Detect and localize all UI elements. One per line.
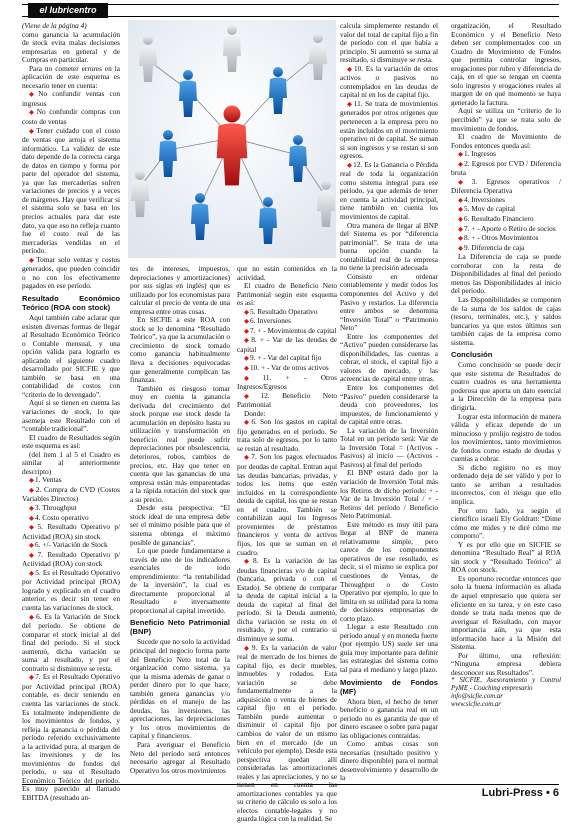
continued-from: (Viene de la página 4) xyxy=(22,21,87,30)
diamond-bullet-icon: ◆ xyxy=(29,127,36,135)
author-credit: * SICFIE, Asesoramiento y Control PyME - Coaching empresario xyxy=(451,677,561,693)
diamond-bullet-icon: ◆ xyxy=(458,196,463,204)
paragraph: Aquí si se tienen en cuenta las variaciones de stock, lo que asemeja este Resultado con el “contable tradicional”. xyxy=(22,398,120,434)
section-tag: el lubricentro xyxy=(28,3,108,18)
paragraph: Donde: xyxy=(244,408,266,418)
list-item: ◆6. +/- Variación de Stock xyxy=(29,540,108,550)
list-item: ◆6. Son los gastos en capital fijo generados en el período. Se trata solo de egresos, por lo tanto se restan al resultado. xyxy=(237,417,337,453)
list-item: ◆9. + - Var del capital fijo xyxy=(244,353,322,363)
diamond-bullet-icon: ◆ xyxy=(458,225,463,233)
list-item: ◆4. Costo operativo xyxy=(29,512,89,522)
paragraph: Lograr esta información de manera válida y eficaz depende de un minucioso y prolijo registro de todos los movimientos, tanto movimientos de fondos como estado de deudas y cuentas a cobrar. xyxy=(451,411,561,464)
section-heading: Resultado Económico Teórico (ROA con stock) xyxy=(22,293,120,312)
diamond-bullet-icon: ◆ xyxy=(244,327,249,335)
list-item: ◆7. Resultado Operativo p/ Actividad (ROA) con stock xyxy=(22,549,121,569)
diamond-bullet-icon: ◆ xyxy=(458,151,463,159)
paragraph: Las Disponibilidades se componen de la suma de los saldos de cajas (tesoro, terminales, etc.), y saldos bancarios ya que estos últimos son también cajas de la empresa como sistema. xyxy=(451,294,561,347)
diamond-bullet-icon: ◆ xyxy=(458,235,463,243)
diamond-bullet-icon: ◆ xyxy=(244,644,251,652)
paragraph: Aquí se utiliza un “criterio de lo percibido” ya que se trata solo de movimiento de fondos. xyxy=(451,106,561,133)
diamond-bullet-icon: ◆ xyxy=(29,551,37,559)
diamond-bullet-icon: ◆ xyxy=(244,392,260,400)
paragraph: tes de intereses, impuestos, depreciaciones y amortizaciones) por sus siglas en inglés) que es utilizado por los economistas para calcular el precio de venta de una empresa entre otras cosas. xyxy=(130,264,230,316)
diamond-bullet-icon: ◆ xyxy=(29,109,36,117)
diamond-bullet-icon: ◆ xyxy=(458,178,471,186)
paragraph: Entre los componentes del “Activo” pueden considerarse las disponibilidades, las cuentas a cobrar, el stock, el capital fijo a valores de mercado, y las acreencias de capital entre otras. xyxy=(340,331,438,384)
diamond-bullet-icon: ◆ xyxy=(29,486,35,494)
list-item: ◆9. Es la variación de valor real de mercado de los bienes de capital fijo, es decir muebles, inmuebles y rodados. Esta variación se debe fundamentalmente a la adquisición o venta de bienes de capital fijo en el período. También puede aumentar o disminuir el capital fijo por cambios de valor de un mismo bien en el mercado (de un vehículo por ejemplo). Desde esta perspectiva quedan allí consideradas las amortizaciones reales y las apreciaciones, y no se tienen en cuenta las amortizaciones contables ya que su criterio de cálculo es solo a los efectos contable-legales y no guarda lógica con la realidad. Se xyxy=(237,642,338,824)
diamond-bullet-icon: ◆ xyxy=(458,160,464,168)
paragraph: (del ítem 1 al 5 el Cuadro es similar al anteriormente descripto) xyxy=(22,449,120,476)
paragraph: Llegar a este Resultado con período anual y en moneda fuerte (por ejemplo US) suele ser una guía muy importante para definir las estrategias del sistema como tal para el mediano y largo plazo. xyxy=(340,622,438,675)
paragraph: calcula simplemente restando el valor del total de capital fijo a fin de período con el que había a principio. Si aumentó se suma al resultado, si disminuye se resta. xyxy=(340,21,438,65)
section-heading: Movimiento de Fondos (MF) xyxy=(340,677,438,696)
diamond-bullet-icon: ◆ xyxy=(244,419,251,427)
paragraph: organización, el Resultado Económico y el Beneficio Neto deben ser complementados con un Cuadro de Movimiento de Fondos que permita controlar ingresos, erogaciones por rubro y diferencia de caja, en el que se tengan en cuenta solo ingresos y erogaciones reales al margen de en qué momento se haya generado la factura. xyxy=(451,21,561,107)
list-item: ◆12. Beneficio Neto Patrimonial xyxy=(237,390,337,410)
column-5 xyxy=(451,22,561,709)
paragraph: Es oportuno recordar entonces que solo la buena información es aliada de aquel empresario que quiera ser eficiente en su tarea, y en este caso donde se trata nada menos que de averiguar el Resultado, con mayor importancia aún, ya que esta información hace a la Misión del Sistema. xyxy=(451,573,561,652)
list-item: ◆6. Inversiones xyxy=(244,316,291,326)
section-heading: Beneficio Neto Patrimonial (BNP) xyxy=(130,618,230,637)
paragraph: Aquí también cabe aclarar que existen diversas formas de llegar al Resultado Económico Teórico o Contable mensual, y una opción válida para lograrlo es aplicando el siguiente cuadro desarrollado por SICFIE y que también se basa en una contabilidad de costos con “criterio de lo devengado”. xyxy=(22,312,120,399)
diamond-bullet-icon: ◆ xyxy=(458,244,463,252)
paragraph: Como conclusión se puede decir que este sistema de Resultados de cuatro cuadros es una herramienta poderosa que aporta un dato esencial a la Dirección de la empresa para dirigirla. xyxy=(451,360,561,412)
paragraph: Sucede que no solo la actividad principal del negocio forma parte del Beneficio Neto total de la organización como sistema, ya que la misma además de ganar o perder dinero por lo que hace, también genera ganancias y/o pérdidas en el manejo de las deudas, las inversiones, las apreciaciones, las depreciaciones y los otros movimientos de capital y financieros. xyxy=(130,637,230,741)
paragraph: En SICFIE a este ROA con stock se lo denomina “Resultado Teórico”, ya que la acumulación o crecimiento de stock tomado como ganancia habitualmente lleva a decisiones equivocadas que generalmente complican las finanzas. xyxy=(130,315,230,385)
diamond-bullet-icon: ◆ xyxy=(347,100,353,108)
list-item: ◆3. Egresos operativos / Diferencia Operativa xyxy=(451,176,561,196)
paragraph: como ganancia la acumulación de stock evita malas decisiones empresarias en general y de Compras en particular. xyxy=(22,29,120,65)
paragraph: Ahora bien, el hecho de tener beneficio o ganancia real en un período no es garantía de que el dinero escasee o sobre para pagar las obligaciones contraídas. xyxy=(340,696,438,740)
diamond-bullet-icon: ◆ xyxy=(244,374,262,382)
paragraph: El BNP estará dado por la variación de Inversión Total más los Retiros de dicho período: + - Var de la Inversión Total / + - Retiros del período / Beneficio Neto Patrimonial. xyxy=(340,468,438,521)
paragraph: Lo que puede fundamentarse a través de uno de los indicadores esenciales de todo emprendimiento: “la rentabilidad de la inversión”, la cual es directamente proporcional al Resultado e inversamente proporcional al capital invertido. xyxy=(130,546,230,615)
list-item: ◆3. Throughput xyxy=(29,502,77,512)
diamond-bullet-icon: ◆ xyxy=(244,454,251,462)
paragraph: Para averiguar el Beneficio Neto del período será entonces necesario agregar al Resultado Operativo los otros movimientos xyxy=(130,739,230,775)
paragraph: Desde esta perspectiva: “El stock ideal de una empresa debe ser el mínimo posible para que el sistema obtenga el máximo posible de ganancias”. xyxy=(130,503,230,547)
paragraph: El cuadro de Beneficio Neto Patrimonial según este esquema es así: xyxy=(237,281,337,308)
author-email: info@sicfie.com.ar xyxy=(451,693,503,701)
diamond-bullet-icon: ◆ xyxy=(29,477,34,485)
diamond-bullet-icon: ◆ xyxy=(347,161,353,169)
paragraph: Entre los componentes del “Pasivo” pueden considerarse la deuda con proveedores, los impuestos, de funcionamiento y de capital entre otras. xyxy=(340,382,438,427)
list-item: ◆10. + - Var de otros activos xyxy=(244,363,329,373)
paragraph: Por último, una reflexión: “Ninguna empresa debiera desconocer sus Resultados”. xyxy=(451,650,561,677)
list-item: ◆8. + - Otros Movimientos xyxy=(458,233,539,243)
diamond-bullet-icon: ◆ xyxy=(29,91,38,99)
diamond-bullet-icon: ◆ xyxy=(29,674,35,682)
paragraph: El cuadro de Resultados según este esquema es así: xyxy=(22,432,120,451)
list-item: ◆5. Es el Resultado Operativo por Actividad principal (ROA) logrado y explicado en el cuadro anterior, es decir sin tener en cuenta las variaciones de stock. xyxy=(22,567,120,612)
diamond-bullet-icon: ◆ xyxy=(244,365,249,373)
column-2 xyxy=(130,265,230,775)
list-item: ◆9. Diferencia de caja xyxy=(458,242,525,252)
list-item: ◆11. Se trata de movimientos generados por otros orígenes que pertenecen a la empresa pero no están incluidos en el movimiento operativo ni de capital. Se suman si son ingresos y se restan si son egresos. xyxy=(340,98,438,161)
diamond-bullet-icon: ◆ xyxy=(29,504,34,512)
paragraph: que no están contenidos en la actividad. xyxy=(237,264,337,282)
list-item: ◆6. Es la Variación de Stock del período. Se obtiene de comparar el stock inicial al del final del período. Si el stock aumentó, dicha variación se suma al resultado, y por el contrario si disminuye se resta. xyxy=(22,611,121,673)
list-item: ◆7. Es el Resultado Operativo por Actividad principal (ROA) contable, es decir teniendo en cuenta las variaciones de stock. Es totalmente independiente de los movimientos de fondos, y refleja la ganancia o pérdida del período referido exclusivamente a la actividad pura, al margen de las inversiones y de los movimientos de fondos del período, o sea el Resultado Económico Teórico del período. Es muy parecido al llamado EBITDA (resultado an- xyxy=(22,672,120,803)
people-network-illustration xyxy=(128,20,336,258)
list-item: ◆6. Resultado Financiero xyxy=(458,214,534,224)
column-3 xyxy=(237,265,337,824)
list-item: ◆7. Son los pagos efectuados por deudas de capital. Entran aquí las deudas bancarias, privadas, y todos los ítems que estén incluidos en la correspondiente deuda de capital, los que se restan en el cuadro. También se contabilizan aquí los Ingresos provenientes de préstamos financieros y venta de activos fijos, los que se suman en el cuadro. xyxy=(237,452,337,557)
page-folio: Lubri-Press • 6 xyxy=(481,787,559,799)
list-item: ◆Tomar solo ventas y costos generados, que pueden coincidir o no con los efectivamente pagados en ese período. xyxy=(22,254,121,291)
paragraph: El cuadro de Movimiento de Fondos entonces queda así: xyxy=(451,132,561,150)
diamond-bullet-icon: ◆ xyxy=(244,308,249,316)
list-item: ◆Tener cuidado con el costo de ventas que arroja el sistema informático. La validez de este dato depende de la correcta carga de datos en tiempo y forma por parte del operador del sistema, ya que las mercaderías sufren variaciones de precios y a veces de márgenes. Hay que verificar si el sistema solo se basa en los precios actuales para dar este dato, ya que eso no refleja cuanto fue el costo real de las mercaderías vendidas en el período. xyxy=(22,125,121,256)
list-item: ◆10. Es la variación de otros activos o pasivos no contemplados en las deudas de capital ni en los de capital fijo. xyxy=(340,63,439,100)
section-heading: Conclusión xyxy=(451,350,493,360)
paragraph: La Diferencia de caja se puede corroborar con la resta de Disponibilidades al final del período menos las Disponibilidades al inicio del período. xyxy=(451,252,561,296)
paragraph: Y es por ello que en SICFIE se denomina “Resultado Real” al ROA sin stock y “Resultado Teórico” al ROA con stock. xyxy=(451,539,561,575)
paragraph: Este método es muy útil para llegar al BNP de manera relativamente simple, pero carece de los componentes operativos de ese resultado, es decir, si el mismo se explica por cuestiones de Ventas, de Throughput o de Costo Operativo por ejemplo, lo que lo limita en su utilidad para la toma de decisiones empresarias de corto plazo. xyxy=(340,519,438,623)
author-website: www.sicfie.com.ar xyxy=(451,701,501,709)
paragraph: La variación de la Inversión Total en un período será: Var de la Inversión Total = (Activos - Pasivos) al inicio — (Activos - Pasivos) al final del período xyxy=(340,425,438,469)
list-item: ◆No confundir ventas con ingresos xyxy=(22,89,120,108)
list-item: ◆No confundir compras con costo de ventas xyxy=(22,107,121,127)
diamond-bullet-icon: ◆ xyxy=(29,542,34,550)
paragraph: Por otro lado, ya según el científico israelí Ely Goldratt: “Dime cómo me mides y te diré cómo me comporto”. xyxy=(451,505,561,541)
list-item: ◆5. Resultado Operativo p/ Actividad (ROA) sin stock xyxy=(22,522,121,541)
list-item: ◆11. + - Otros Ingresos/Egresos xyxy=(237,372,337,392)
diamond-bullet-icon: ◆ xyxy=(244,355,249,363)
diamond-bullet-icon: ◆ xyxy=(244,318,249,326)
list-item: ◆8. Es la variación de las deudas financieras y/o de capital (bancaria, privada o con el Estado). Se obtiene de comparar la deuda de capital inicial a la deuda de capital al final del período. Si la Deuda aumentó, dicha variación se resta en el resultado, y por el contrario si disminuye se suma. xyxy=(237,556,338,643)
diamond-bullet-icon: ◆ xyxy=(244,558,252,566)
column-1 xyxy=(22,22,120,803)
diamond-bullet-icon: ◆ xyxy=(29,569,35,577)
paragraph: Si dicho registro no es muy ordenado deja de ser válido y por lo tanto se arriban a resultados incorrectos, con el riesgo que ello implica. xyxy=(451,462,561,506)
footer xyxy=(22,784,559,803)
list-item: ◆4. Inversiones xyxy=(458,194,505,204)
diamond-bullet-icon: ◆ xyxy=(458,206,463,214)
paragraph: Otra manera de llegar al BNP del Sistema es por “diferencia patrimonial”. Se trata de una buena opción cuando la contabilidad real de la empresa no tiene la precisión adecuada xyxy=(340,220,438,273)
list-item: ◆2. Compra de CVD (Costos Variables Directos) xyxy=(22,484,120,504)
list-item: ◆1. Ingresos xyxy=(458,149,497,159)
diamond-bullet-icon: ◆ xyxy=(29,524,37,532)
list-item: ◆1. Ventas xyxy=(29,475,62,485)
list-item: ◆5. Resultado Operativo xyxy=(244,306,318,316)
diamond-bullet-icon: ◆ xyxy=(347,65,353,73)
diamond-bullet-icon: ◆ xyxy=(458,216,463,224)
paragraph: También es riesgoso tomar muy en cuenta la ganancia derivada del crecimiento del stock porque ese stock desde la acumulación en depósito hasta su utilización y transformación en beneficio real puede sufrir depreciaciones por obsolescencia, deterioros, robos, cambios de precios, etc. Hay que tener en cuenta que las ganancias de una empresa están más emparentadas a la rápida rotación del stock que a su precio. xyxy=(130,383,230,504)
paragraph: Consiste en ordenar contablemente y medir todos los componentes del Activo y del Pasivo y restarlos. La diferencia entre ambos se denomina “Inversión Total” o “Patrimonio Neto” xyxy=(340,271,438,333)
diamond-bullet-icon: ◆ xyxy=(29,514,34,522)
list-item: ◆12. Es la Ganancia o Pérdida real de toda la organización como sistema integral para ese período, ya que además de tener en cuenta la actividad principal, tiene también en cuenta los movimientos de capital. xyxy=(340,159,439,222)
paragraph: Para no cometer errores en la aplicación de este esquema es necesario tener en cuenta: xyxy=(22,63,120,90)
list-item: ◆7. + - Movimientos de capital xyxy=(244,325,337,335)
list-item: ◆7. + - Aporte o Retiro de socios xyxy=(458,223,556,233)
diamond-bullet-icon: ◆ xyxy=(244,337,251,345)
paragraph: Como ambas cosas son necesarias (resultado positivo y dinero disponible) para el normal desenvolvimiento y desarrollo de la xyxy=(340,739,438,783)
diamond-bullet-icon: ◆ xyxy=(29,256,36,264)
list-item: ◆5. Mov de capital xyxy=(458,204,516,214)
list-item: ◆2. Egresos por CVD / Diferencia bruta xyxy=(451,158,561,178)
list-item: ◆8. + - Var de las deudas de capital xyxy=(237,335,337,354)
diamond-bullet-icon: ◆ xyxy=(29,613,36,621)
column-4 xyxy=(340,22,438,783)
